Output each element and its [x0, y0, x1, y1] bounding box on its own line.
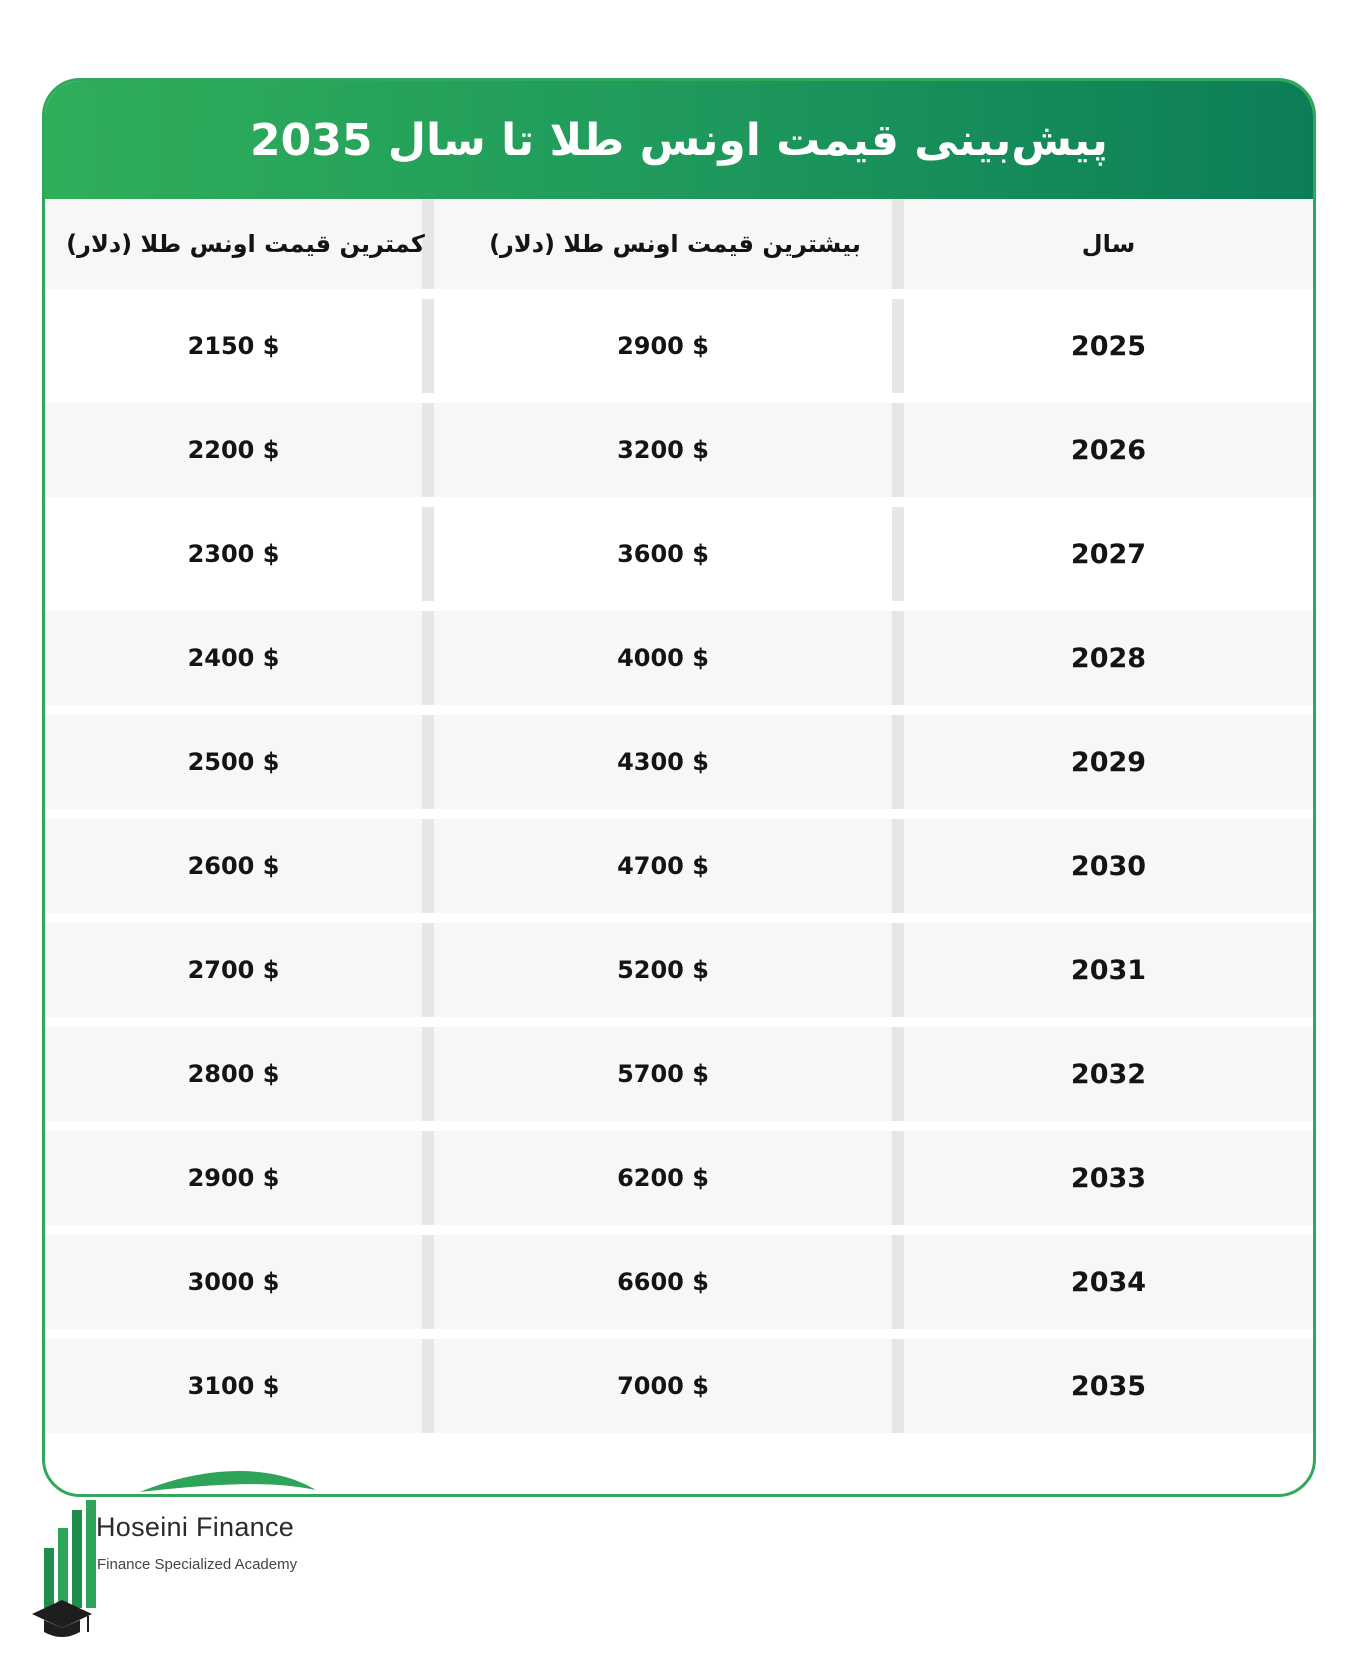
max-price-cell: 7000 $	[434, 1339, 904, 1433]
table-row	[45, 715, 1313, 809]
min-price-cell: 3100 $	[45, 1339, 434, 1433]
min-price-cell: 2700 $	[45, 923, 434, 1017]
max-price-cell: 6600 $	[434, 1235, 904, 1329]
max-price-cell: 3200 $	[434, 403, 904, 497]
column-header-year: سال	[904, 199, 1313, 289]
min-price-cell: 2800 $	[45, 1027, 434, 1121]
forecast-table-card	[42, 78, 1316, 1497]
max-price-cell: 5700 $	[434, 1027, 904, 1121]
year-cell: 2028	[904, 611, 1313, 705]
max-price-cell: 2900 $	[434, 299, 904, 393]
brand-tagline: Finance Specialized Academy	[97, 1556, 298, 1573]
max-price-cell: 4700 $	[434, 819, 904, 913]
min-price-cell: 2200 $	[45, 403, 434, 497]
year-cell: 2034	[904, 1235, 1313, 1329]
brand-name: Hoseini Finance	[96, 1512, 295, 1542]
table-row	[45, 403, 1313, 497]
min-price-cell: 2600 $	[45, 819, 434, 913]
max-price-cell: 4000 $	[434, 611, 904, 705]
page-title: پیش‌بینی قیمت اونس طلا تا سال 2035	[250, 114, 1108, 166]
max-price-cell: 6200 $	[434, 1131, 904, 1225]
min-price-cell: 2150 $	[45, 299, 434, 393]
table-row	[45, 611, 1313, 705]
min-price-cell: 2400 $	[45, 611, 434, 705]
year-cell: 2030	[904, 819, 1313, 913]
table-row	[45, 1027, 1313, 1121]
year-cell: 2029	[904, 715, 1313, 809]
table-row	[45, 507, 1313, 601]
year-cell: 2033	[904, 1131, 1313, 1225]
table-row	[45, 1235, 1313, 1329]
year-cell: 2035	[904, 1339, 1313, 1433]
year-cell: 2032	[904, 1027, 1313, 1121]
table-row	[45, 819, 1313, 913]
year-cell: 2031	[904, 923, 1313, 1017]
max-price-cell: 5200 $	[434, 923, 904, 1017]
forecast-table	[45, 189, 1313, 1443]
max-price-cell: 4300 $	[434, 715, 904, 809]
min-price-cell: 2300 $	[45, 507, 434, 601]
min-price-cell: 2500 $	[45, 715, 434, 809]
year-cell: 2027	[1070, 538, 1147, 570]
card-header	[45, 81, 1313, 199]
year-cell: 2026	[904, 403, 1313, 497]
column-header-max-price: بیشترین قیمت اونس طلا (دلار)	[434, 199, 904, 289]
column-header-min-price: کمترین قیمت اونس طلا (دلار)	[45, 199, 434, 289]
year-cell: 2025	[1070, 330, 1147, 362]
table-row	[45, 923, 1313, 1017]
table-header-row	[45, 199, 1313, 289]
table-row	[45, 1131, 1313, 1225]
min-price-cell: 3000 $	[45, 1235, 434, 1329]
table-row	[45, 1339, 1313, 1433]
table-row	[45, 299, 1313, 393]
min-price-cell: 2900 $	[45, 1131, 434, 1225]
max-price-cell: 3600 $	[434, 507, 904, 601]
